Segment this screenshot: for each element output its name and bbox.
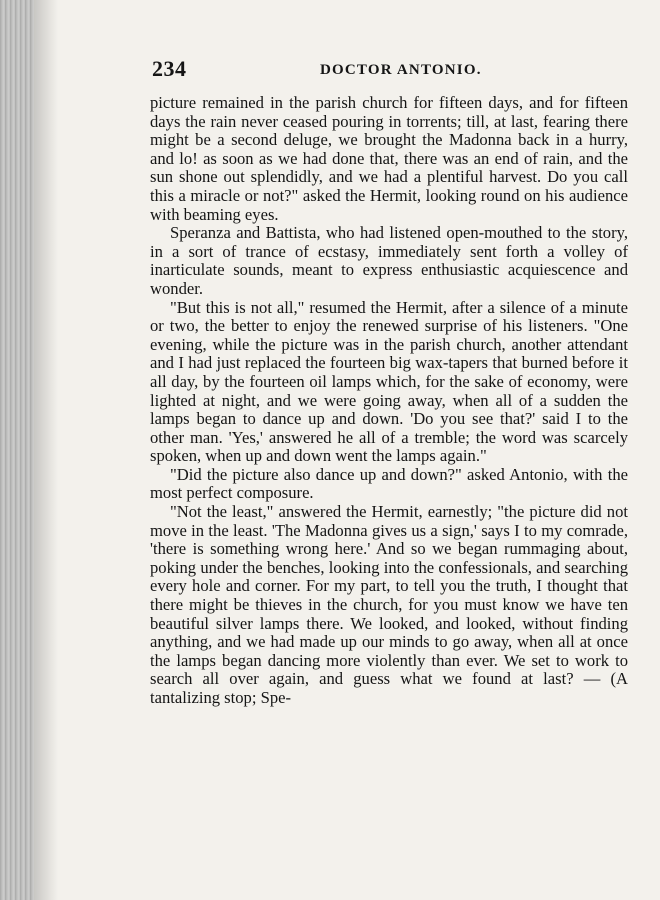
body-text [150,94,628,708]
book-binding-edge [0,0,34,900]
gutter-shadow [34,0,58,900]
paragraph-3: "But this is not all," resumed the Hermit, after a silence of a minute or two, the better to enjoy the renewed surprise of his listeners. "One evening, while the picture was in the parish church, another attendant and I had just replaced the fourteen big wax-tapers that burned before it all day, by the fourteen oil lamps which, for the sake of economy, were lighted at night, and we were going away, when all of a sudden the lamps began to dance up and down. 'Do you see that?' said I to the other man. 'Yes,' answered he all of a tremble; the word was scarcely spoken, when up and down went the lamps again." [150,297,628,466]
page-header [150,50,628,94]
paragraph-1: picture remained in the parish church for fifteen days, and for fifteen days the rain never ceased pouring in torrents; till, at last, fearing there might be a second deluge, we brought the Madonna back in a hurry, and lo! as soon as we had done that, there was an end of rain, and the sun shone out splendidly, and we had a plentiful harvest. Do you call this a miracle or not?" asked the Hermit, looking round on his audience with beaming eyes. [150,93,628,224]
paragraph-2: Speranza and Battista, who had listened open-mouthed to the story, in a sort of trance of ecstasy, immediately sent forth a volley of inarticulate sounds, meant to express enthusiastic acquiescence and wonder. [150,223,628,298]
book-page [150,50,628,708]
running-title: DOCTOR ANTONIO. [320,62,482,78]
paragraph-4: "Did the picture also dance up and down?" asked Antonio, with the most perfect composure. [150,464,628,503]
paragraph-5: "Not the least," answered the Hermit, earnestly; "the picture did not move in the least. 'The Madonna gives us a sign,' says I to my comrade, 'there is something wrong here.' And so we began rummaging about, poking under the benches, looking into the confessionals, and searching every hole and corner. For my part, to tell you the truth, I thought that there might be thieves in the church, for you must know we have ten beautiful silver lamps there. We looked, and looked, without finding anything, and we had made up our minds to go away, when all at once the lamps began dancing more violently than ever. We set to work to search all over again, and guess what we found at last? — (A tantalizing stop; Spe- [150,502,628,707]
page-number: 234 [152,56,187,81]
